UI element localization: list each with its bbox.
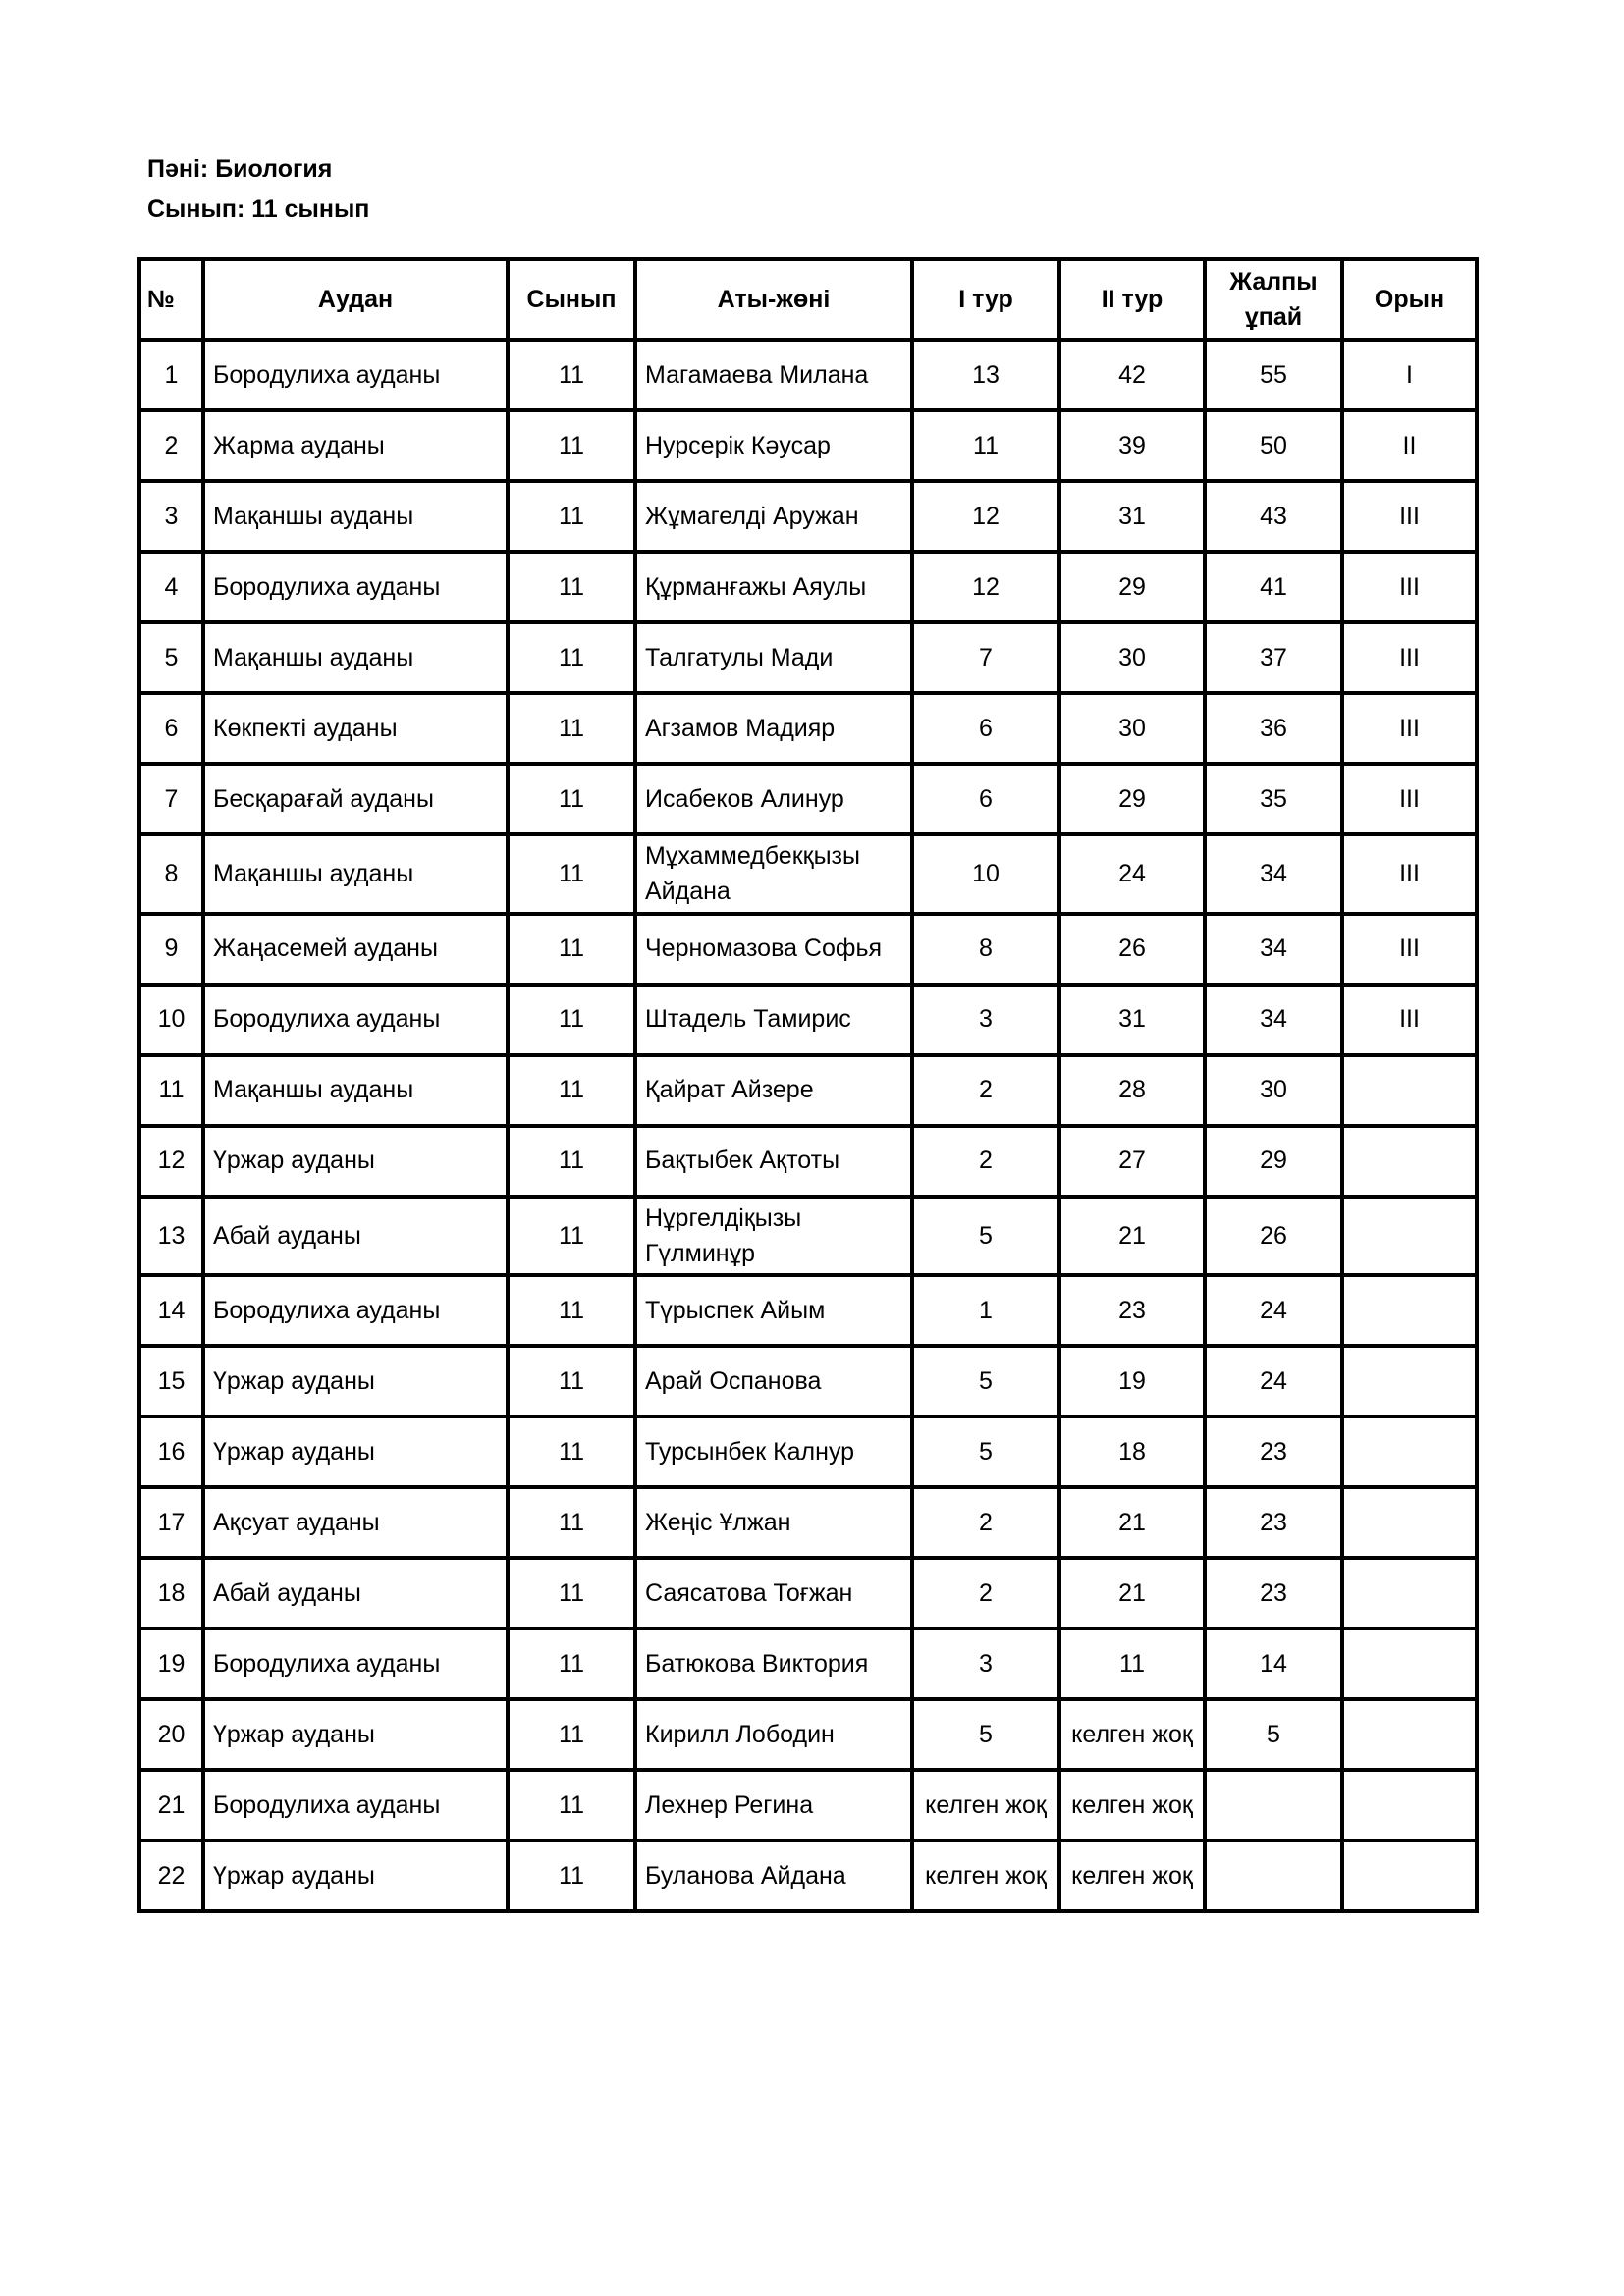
cell-place	[1342, 1487, 1477, 1558]
class-line: Сынып: 11 сынып	[147, 195, 370, 223]
cell-tour2: 21	[1059, 1197, 1205, 1276]
cell-place	[1342, 1770, 1477, 1841]
cell-grade: 11	[508, 1055, 635, 1126]
table-row	[139, 481, 1477, 552]
cell-grade: 11	[508, 764, 635, 834]
cell-region: Бородулиха ауданы	[203, 1770, 508, 1841]
cell-place	[1342, 1558, 1477, 1629]
cell-grade: 11	[508, 552, 635, 622]
cell-grade: 11	[508, 1841, 635, 1911]
cell-num: 4	[139, 552, 203, 622]
cell-grade: 11	[508, 340, 635, 410]
cell-tour2: 28	[1059, 1055, 1205, 1126]
cell-name: Құрманғажы Аяулы	[635, 552, 912, 622]
column-header-tour2: II тур	[1059, 259, 1205, 340]
column-header-num: №	[139, 259, 203, 340]
cell-name: Бақтыбек Ақтоты	[635, 1126, 912, 1197]
cell-tour1: 2	[912, 1126, 1059, 1197]
table-row	[139, 1197, 1477, 1276]
column-header-grade: Сынып	[508, 259, 635, 340]
cell-grade: 11	[508, 481, 635, 552]
cell-region: Абай ауданы	[203, 1197, 508, 1276]
table-row	[139, 693, 1477, 764]
cell-place	[1342, 1346, 1477, 1416]
cell-name: Лехнер Регина	[635, 1770, 912, 1841]
cell-place	[1342, 1197, 1477, 1276]
cell-region: Абай ауданы	[203, 1558, 508, 1629]
cell-tour2: 21	[1059, 1487, 1205, 1558]
cell-total: 29	[1205, 1126, 1342, 1197]
cell-tour2: 18	[1059, 1416, 1205, 1487]
cell-tour2: 31	[1059, 985, 1205, 1055]
table-row	[139, 1629, 1477, 1699]
cell-tour1: 2	[912, 1055, 1059, 1126]
cell-name: Кирилл Лободин	[635, 1699, 912, 1770]
cell-region: Ақсуат ауданы	[203, 1487, 508, 1558]
cell-name: Черномазова Софья	[635, 914, 912, 985]
cell-total: 23	[1205, 1416, 1342, 1487]
cell-name: Нурсерік Кәусар	[635, 410, 912, 481]
cell-tour2: 19	[1059, 1346, 1205, 1416]
cell-total: 24	[1205, 1346, 1342, 1416]
cell-name: Түрыспек Айым	[635, 1275, 912, 1346]
cell-tour2: 21	[1059, 1558, 1205, 1629]
cell-name: Нұргелдіқызы Гүлминұр	[635, 1197, 912, 1276]
cell-grade: 11	[508, 1770, 635, 1841]
cell-tour2: 11	[1059, 1629, 1205, 1699]
cell-total: 34	[1205, 834, 1342, 914]
cell-num: 10	[139, 985, 203, 1055]
cell-total: 43	[1205, 481, 1342, 552]
cell-tour1: 6	[912, 764, 1059, 834]
cell-tour1: 5	[912, 1416, 1059, 1487]
cell-region: Үржар ауданы	[203, 1841, 508, 1911]
cell-place	[1342, 1416, 1477, 1487]
cell-region: Мақаншы ауданы	[203, 1055, 508, 1126]
cell-num: 22	[139, 1841, 203, 1911]
cell-grade: 11	[508, 914, 635, 985]
column-header-total: Жалпы ұпай	[1205, 259, 1342, 340]
cell-place	[1342, 1629, 1477, 1699]
cell-tour1: 8	[912, 914, 1059, 985]
cell-tour1: 5	[912, 1197, 1059, 1276]
cell-place: III	[1342, 552, 1477, 622]
results-table	[137, 257, 1479, 1913]
cell-grade: 11	[508, 1197, 635, 1276]
cell-tour1: 6	[912, 693, 1059, 764]
cell-place: III	[1342, 985, 1477, 1055]
cell-num: 9	[139, 914, 203, 985]
cell-tour1: 2	[912, 1558, 1059, 1629]
cell-place: III	[1342, 914, 1477, 985]
cell-place	[1342, 1699, 1477, 1770]
cell-grade: 11	[508, 985, 635, 1055]
table-row	[139, 1126, 1477, 1197]
table-row	[139, 914, 1477, 985]
cell-grade: 11	[508, 1346, 635, 1416]
cell-num: 21	[139, 1770, 203, 1841]
cell-name: Штадель Тамирис	[635, 985, 912, 1055]
cell-name: Саясатова Тоғжан	[635, 1558, 912, 1629]
table-row	[139, 1055, 1477, 1126]
cell-region: Бородулиха ауданы	[203, 340, 508, 410]
cell-name: Жұмагелді Аружан	[635, 481, 912, 552]
table-row	[139, 410, 1477, 481]
cell-region: Мақаншы ауданы	[203, 834, 508, 914]
cell-total	[1205, 1770, 1342, 1841]
cell-name: Буланова Айдана	[635, 1841, 912, 1911]
cell-name: Магамаева Милана	[635, 340, 912, 410]
cell-num: 16	[139, 1416, 203, 1487]
cell-tour1: 1	[912, 1275, 1059, 1346]
cell-total: 23	[1205, 1558, 1342, 1629]
cell-name: Жеңіс Ұлжан	[635, 1487, 912, 1558]
cell-num: 17	[139, 1487, 203, 1558]
cell-num: 8	[139, 834, 203, 914]
cell-num: 13	[139, 1197, 203, 1276]
cell-region: Бородулиха ауданы	[203, 1275, 508, 1346]
table-row	[139, 1770, 1477, 1841]
header-row	[139, 259, 1477, 340]
cell-place: III	[1342, 834, 1477, 914]
cell-total: 26	[1205, 1197, 1342, 1276]
table-row	[139, 834, 1477, 914]
cell-name: Батюкова Виктория	[635, 1629, 912, 1699]
cell-total: 55	[1205, 340, 1342, 410]
cell-total: 41	[1205, 552, 1342, 622]
cell-place: III	[1342, 622, 1477, 693]
cell-place	[1342, 1055, 1477, 1126]
cell-grade: 11	[508, 622, 635, 693]
cell-total: 24	[1205, 1275, 1342, 1346]
cell-name: Қайрат Айзере	[635, 1055, 912, 1126]
cell-tour1: 2	[912, 1487, 1059, 1558]
cell-total: 34	[1205, 985, 1342, 1055]
table-row	[139, 764, 1477, 834]
cell-tour1: келген жоқ	[912, 1841, 1059, 1911]
cell-num: 1	[139, 340, 203, 410]
cell-tour1: 3	[912, 1629, 1059, 1699]
cell-region: Үржар ауданы	[203, 1699, 508, 1770]
cell-num: 20	[139, 1699, 203, 1770]
cell-place	[1342, 1275, 1477, 1346]
cell-grade: 11	[508, 1558, 635, 1629]
cell-tour2: 29	[1059, 764, 1205, 834]
cell-tour2: 24	[1059, 834, 1205, 914]
cell-name: Мұхаммедбекқызы Айдана	[635, 834, 912, 914]
cell-place	[1342, 1126, 1477, 1197]
cell-tour2: 29	[1059, 552, 1205, 622]
cell-place: III	[1342, 481, 1477, 552]
cell-num: 6	[139, 693, 203, 764]
cell-region: Үржар ауданы	[203, 1416, 508, 1487]
cell-tour2: келген жоқ	[1059, 1770, 1205, 1841]
cell-total: 30	[1205, 1055, 1342, 1126]
cell-tour2: 26	[1059, 914, 1205, 985]
cell-num: 15	[139, 1346, 203, 1416]
cell-name: Талгатулы Мади	[635, 622, 912, 693]
cell-place: II	[1342, 410, 1477, 481]
cell-place: I	[1342, 340, 1477, 410]
cell-grade: 11	[508, 1275, 635, 1346]
cell-region: Бесқарағай ауданы	[203, 764, 508, 834]
table-row	[139, 1346, 1477, 1416]
cell-region: Жаңасемей ауданы	[203, 914, 508, 985]
cell-tour1: 12	[912, 481, 1059, 552]
cell-total: 14	[1205, 1629, 1342, 1699]
table-row	[139, 1699, 1477, 1770]
cell-region: Үржар ауданы	[203, 1346, 508, 1416]
cell-place: III	[1342, 764, 1477, 834]
cell-tour2: келген жоқ	[1059, 1841, 1205, 1911]
cell-grade: 11	[508, 1416, 635, 1487]
cell-total: 50	[1205, 410, 1342, 481]
cell-tour2: 27	[1059, 1126, 1205, 1197]
cell-num: 11	[139, 1055, 203, 1126]
cell-num: 18	[139, 1558, 203, 1629]
table-row	[139, 1487, 1477, 1558]
cell-tour1: 5	[912, 1699, 1059, 1770]
cell-tour2: 23	[1059, 1275, 1205, 1346]
cell-tour1: 3	[912, 985, 1059, 1055]
cell-tour2: 31	[1059, 481, 1205, 552]
cell-num: 19	[139, 1629, 203, 1699]
cell-tour2: 39	[1059, 410, 1205, 481]
cell-tour1: 11	[912, 410, 1059, 481]
cell-tour2: 30	[1059, 622, 1205, 693]
cell-grade: 11	[508, 834, 635, 914]
cell-name: Арай Оспанова	[635, 1346, 912, 1416]
column-header-place: Орын	[1342, 259, 1477, 340]
cell-region: Мақаншы ауданы	[203, 481, 508, 552]
cell-num: 2	[139, 410, 203, 481]
cell-grade: 11	[508, 693, 635, 764]
cell-tour2: 42	[1059, 340, 1205, 410]
cell-tour2: 30	[1059, 693, 1205, 764]
cell-grade: 11	[508, 410, 635, 481]
cell-grade: 11	[508, 1487, 635, 1558]
cell-region: Көкпекті ауданы	[203, 693, 508, 764]
column-header-tour1: I тур	[912, 259, 1059, 340]
cell-tour1: 12	[912, 552, 1059, 622]
cell-tour1: 5	[912, 1346, 1059, 1416]
cell-region: Үржар ауданы	[203, 1126, 508, 1197]
cell-tour1: келген жоқ	[912, 1770, 1059, 1841]
cell-total: 37	[1205, 622, 1342, 693]
table-row	[139, 1275, 1477, 1346]
table-body	[139, 340, 1477, 1911]
table-row	[139, 1416, 1477, 1487]
cell-region: Бородулиха ауданы	[203, 985, 508, 1055]
table-row	[139, 622, 1477, 693]
subject-line: Пәні: Биология	[147, 155, 333, 183]
table-row	[139, 340, 1477, 410]
table-row	[139, 1558, 1477, 1629]
cell-name: Турсынбек Калнур	[635, 1416, 912, 1487]
cell-total: 36	[1205, 693, 1342, 764]
cell-total: 5	[1205, 1699, 1342, 1770]
cell-total: 35	[1205, 764, 1342, 834]
cell-tour1: 13	[912, 340, 1059, 410]
cell-num: 7	[139, 764, 203, 834]
cell-place	[1342, 1841, 1477, 1911]
cell-name: Агзамов Мадияр	[635, 693, 912, 764]
cell-num: 12	[139, 1126, 203, 1197]
cell-name: Исабеков Алинур	[635, 764, 912, 834]
cell-grade: 11	[508, 1629, 635, 1699]
cell-num: 5	[139, 622, 203, 693]
document-header	[147, 149, 369, 230]
cell-num: 14	[139, 1275, 203, 1346]
cell-total: 23	[1205, 1487, 1342, 1558]
cell-total	[1205, 1841, 1342, 1911]
cell-tour1: 7	[912, 622, 1059, 693]
cell-grade: 11	[508, 1126, 635, 1197]
cell-total: 34	[1205, 914, 1342, 985]
cell-place: III	[1342, 693, 1477, 764]
cell-grade: 11	[508, 1699, 635, 1770]
column-header-name: Аты-жөні	[635, 259, 912, 340]
cell-tour2: келген жоқ	[1059, 1699, 1205, 1770]
cell-region: Бородулиха ауданы	[203, 552, 508, 622]
table-row	[139, 1841, 1477, 1911]
column-header-region: Аудан	[203, 259, 508, 340]
cell-tour1: 10	[912, 834, 1059, 914]
cell-region: Жарма ауданы	[203, 410, 508, 481]
cell-num: 3	[139, 481, 203, 552]
table-row	[139, 552, 1477, 622]
cell-region: Мақаншы ауданы	[203, 622, 508, 693]
cell-region: Бородулиха ауданы	[203, 1629, 508, 1699]
table-row	[139, 985, 1477, 1055]
